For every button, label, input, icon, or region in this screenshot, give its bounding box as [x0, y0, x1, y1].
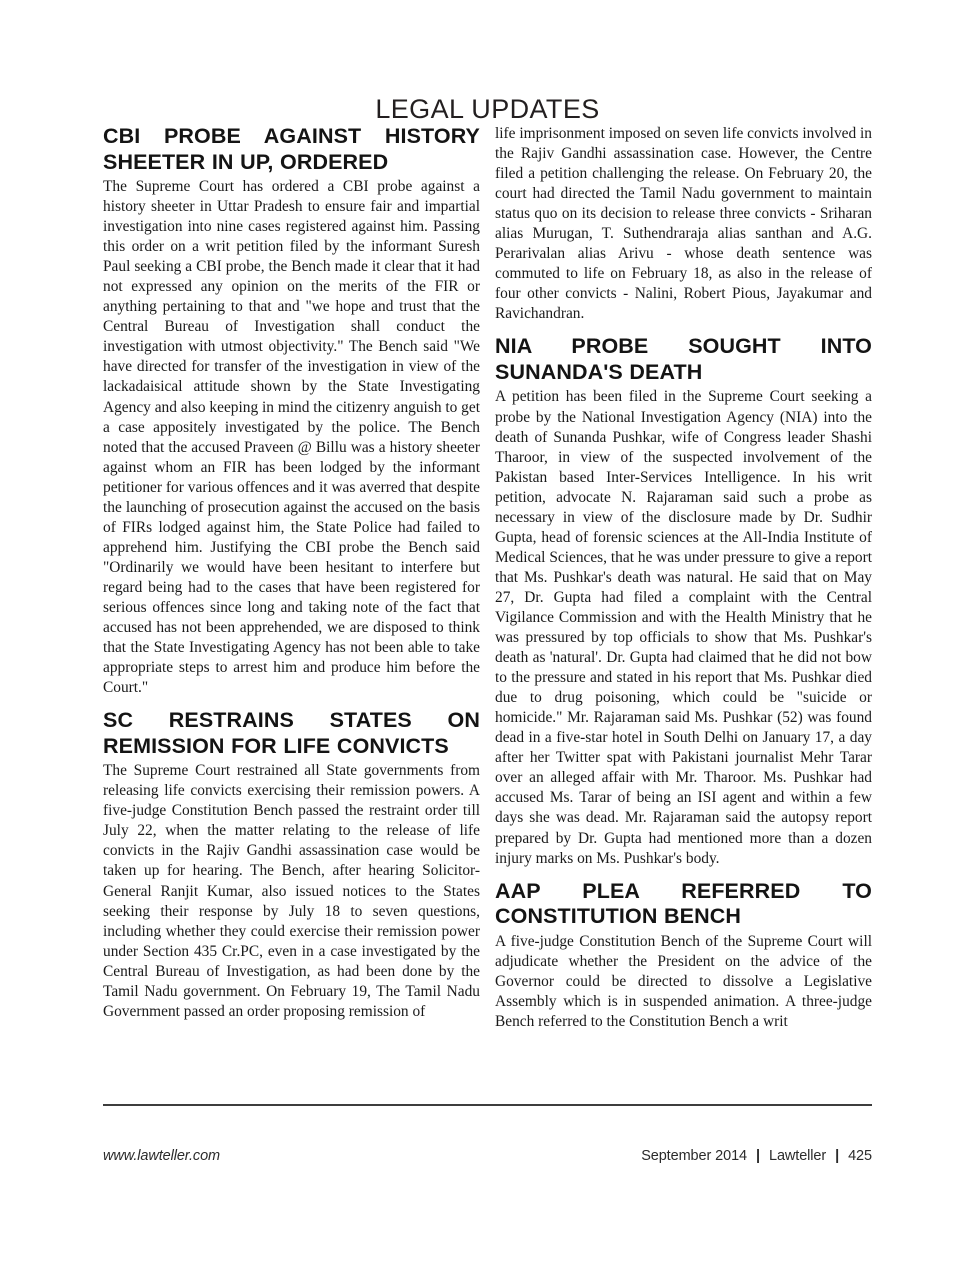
section-body-cbi-probe: The Supreme Court has ordered a CBI probe against a history sheeter in Uttar Pradesh to ensure fair and impartial investigation into nine cases registered against him. Passing this order on a writ petition filed by the informant Suresh Paul seeking a CBI probe, the Bench made it clear that it had not expressed any opinion on the merits of the FIR or anything pertaining to that and "we hope and trust that the Central Bureau of Investigation shall conduct the investigation with utmost objectivity." The Bench said "We have directed for transfer of the investigation in view of the lackadaisical attitude shown by the State Investigating Agency and also keeping in mind the citizenry anguish to get a case appositely investigated by the police. The Bench noted that the accused Praveen @ Billu was a history sheeter against whom an FIR has been lodged by the informant petitioner for various offences and it was averred that despite the launching of prosecution against the accused on the basis of FIRs lodged against him, the State Police had failed to apprehend him. Justifying the CBI probe the Bench said "Ordinarily we would have been hesitant to interfere but regard being had to the cases that have been registered for serious offences since long and taking note of the fact that accused has not been apprehended, we are disposed to think that the State Investigating Agency has not been able to take appropriate steps to arrest him and produce him before the Court."	[103, 178, 480, 697]
section-heading-line-2: CONSTITUTION BENCH	[495, 904, 741, 929]
footer-separator-1: |	[756, 1148, 760, 1164]
footer-publication-name: Lawteller	[768, 1148, 827, 1164]
page-footer	[103, 1148, 872, 1164]
section-heading-line-1: CBI PROBE AGAINST HISTORY	[103, 124, 480, 148]
continuation-paragraph: life imprisonment imposed on seven life convicts involved in the Rajiv Gandhi assassination case. However, the Centre filed a petition challenging the release. On February 20, the court had directed the Tamil Nadu government to maintain status quo on its decision to release three convicts - Sriharan alias Murugan, T. Suthendraraja alias santhan and A.G. Perarivalan alias Arivu - whose death sentence was commuted to life on February 18, as also in the release of four other convicts - Nalini, Robert Pious, Jayakumar and Ravichandran.	[495, 125, 873, 323]
page-title: LEGAL UPDATES	[375, 94, 600, 124]
section-heading-line-2: REMISSION FOR LIFE CONVICTS	[103, 733, 449, 758]
footer-website-link[interactable]: www.lawteller.com	[103, 1148, 221, 1164]
section-heading-cbi-probe	[103, 124, 480, 175]
section-heading-nia-probe	[495, 334, 872, 385]
section-heading-aap-plea	[495, 879, 872, 930]
footer-divider	[103, 1104, 872, 1106]
footer-page-number: 425	[848, 1148, 872, 1164]
footer-separator-2: |	[835, 1148, 840, 1164]
section-heading-sc-restrains	[103, 708, 480, 759]
left-column	[103, 124, 480, 1099]
footer-issue-date: September 2014	[641, 1148, 748, 1164]
section-heading-line-1: AAP PLEA REFERRED TO	[495, 878, 872, 903]
section-heading-line-2: SHEETER IN UP, ORDERED	[103, 149, 389, 174]
section-body-nia-probe: A petition has been filed in the Supreme Court seeking a probe by the National Investigation Agency (NIA) into the death of Sunanda Pushkar, wife of Congress leader Shashi Tharoor, in view of the suspected involvement of the Pakistan based Inter-Services Intelligence. In his writ petition, advocate N. Rajaraman said such a probe as necessary in view of the disclosure made by Dr. Sudhir Gupta, head of forensic sciences at the All-India Institute of Medical Sciences, that he was under pressure to give a report that Ms. Pushkar's death was natural. He said that on May 27, Dr. Gupta had filed a complaint with the Central Vigilance Commission and with the Health Ministry that he was pressured by top officials to show that Ms. Pushkar's death as 'natural'. Dr. Gupta had claimed that he did not bow to the pressure and stated in his report that Ms. Pushkar died due to drug poisoning, which could be "suicide or homicide." Mr. Rajaraman said Ms. Pushkar (52) was found dead in a five-star hotel in South Delhi on January 17, a day after her Twitter spat with Pakistani journalist Mehr Tarar over an alleged affair with Mr. Tharoor. Ms. Pushkar had accused Ms. Tarar of being an ISI agent and within a few days she was dead. Mr. Rajaraman said the autopsy report prepared by Dr. Gupta had mentioned more than a dozen injury marks on Ms. Pushkar's body.	[495, 388, 872, 867]
footer-meta	[641, 1148, 872, 1164]
section-heading-line-1: SC RESTRAINS STATES ON	[103, 708, 480, 733]
section-body-aap-plea: A five-judge Constitution Bench of the Supreme Court will adjudicate whether the President on the advice of the Governor could be directed to dissolve a Legislative Assembly which is in suspended animation. A three-judge Bench referred to the Constitution Bench a writ	[495, 932, 872, 1030]
section-heading-line-2: SUNANDA'S DEATH	[495, 359, 703, 384]
right-column	[495, 124, 872, 1099]
section-body-sc-restrains: The Supreme Court restrained all State governments from releasing life convicts exercising their remission powers. A five-judge Constitution Bench passed the restraint order till July 22, when the matter relating to the release of life convicts in the Rajiv Gandhi assassination case would be taken up for hearing. The Bench, after hearing Solicitor-General Ranjit Kumar, also issued notices to the States seeking their response by July 18 to seven questions, including whether they could exercise their remission power under Section 435 Cr.PC, even in a case investigated by the Central Bureau of Investigation, as had been done by the Tamil Nadu government. On February 19, The Tamil Nadu Government passed an order proposing remission of	[103, 762, 480, 1020]
two-column-body	[103, 124, 872, 1099]
section-heading-line-1: NIA PROBE SOUGHT INTO	[495, 334, 872, 359]
